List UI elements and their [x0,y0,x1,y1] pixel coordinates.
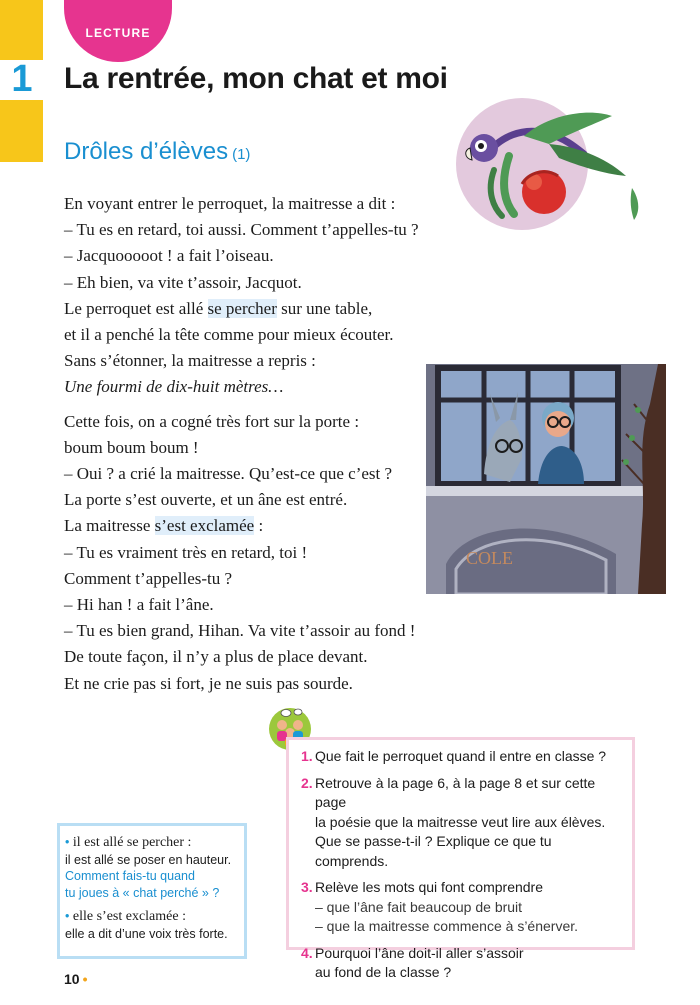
question-1 [301,747,624,767]
question-3 [301,878,624,937]
lesson-number: 1 [11,58,33,100]
story-line: – Oui ? a crié la maitresse. Qu’est-ce que c’est ? [64,464,393,484]
page-dot-icon: • [82,971,88,987]
vocab-entry-se-percher [65,834,240,901]
margin-band-bottom [0,100,43,162]
donkey-window-illustration [426,364,666,594]
question-text: Que se passe-t-il ? Explique ce que tu comprends. [315,833,552,869]
bullet-icon: • [65,835,70,849]
question-2 [301,774,624,872]
question-subitem: – que l’âne fait beaucoup de bruit [315,898,523,915]
school-sign: COLE [466,548,513,568]
page-title: La rentrée, mon chat et moi [64,62,448,95]
story-line: – Tu es en retard, toi aussi. Comment t’appelles-tu ? [64,220,419,240]
story-text-span: La maitresse [64,516,155,536]
question-text: Que fait le perroquet quand il entre en classe ? [315,748,607,764]
story-line: – Hi han ! a fait l’âne. [64,595,214,615]
question-4 [301,944,624,983]
story-line [64,513,484,539]
story-text-span: : [254,516,264,536]
margin-band-top [0,0,43,60]
section-title [64,138,250,166]
story-line: – Eh bien, va vite t’assoir, Jacquot. [64,272,302,292]
vocabulary-box [57,823,247,959]
parrot-illustration [454,96,644,236]
story-text-span: Le perroquet est allé [64,298,208,318]
story-line: et il a penché la tête comme pour mieux écouter. [64,325,394,345]
story-line: Cette fois, on a cogné très fort sur la porte : [64,411,360,431]
question-text: Relève les mots qui font comprendre [315,879,543,895]
question-text: Pourquoi l’âne doit-il aller s’assoir [315,944,524,961]
question-text: Retrouve à la page 6, à la page 8 et sur cette page [315,774,596,810]
story-line: – Jacquooooot ! a fait l’oiseau. [64,246,274,266]
story-line: En voyant entrer le perroquet, la maitresse a dit : [64,194,396,213]
story-line: Sans s’étonner, la maitresse a repris : [64,351,316,371]
question-number: 4. [301,944,313,961]
page-number-value: 10 [64,971,80,987]
story-text [64,191,484,697]
section-part: (1) [232,146,251,163]
question-number: 3. [301,879,313,895]
vocab-term: elle s’est exclamée : [72,909,186,924]
question-text: au fond de la classe ? [315,964,452,980]
questions-box [286,737,635,980]
vocab-definition: il est allé se poser en hauteur. [65,852,232,867]
poem-quote-line: Une fourmi de dix-huit mètres… [64,377,284,397]
story-line [64,296,484,322]
vocab-term-line [65,834,240,852]
vocab-question: Comment fais-tu quand [65,869,195,883]
section-title-text: Drôles d’élèves [64,138,229,165]
page-number [64,971,87,987]
vocab-highlight-se-percher: se percher [207,298,277,318]
vocab-term: il est allé se percher : [72,835,192,850]
vocab-highlight-sest-exclamee: s’est exclamée [154,516,255,536]
story-line: La porte s’est ouverte, et un âne est entré. [64,490,348,510]
question-subitem: – que la maitresse commence à s’énerver. [315,918,579,934]
vocab-term-line [65,908,240,926]
story-line: Comment t’appelles-tu ? [64,568,233,588]
question-text: la poésie que la maitresse veut lire aux élèves. [315,813,606,830]
lecture-tab: LECTURE [64,0,172,62]
vocab-entry-sest-exclamee [65,908,240,942]
paragraph-gap [64,401,484,409]
vocab-question: tu joues à « chat perché » ? [65,885,220,900]
vocab-definition: elle a dit d’une voix très forte. [65,926,228,941]
story-line: boum boum boum ! [64,437,199,457]
question-number: 2. [301,774,313,791]
question-number: 1. [301,748,313,764]
story-line: Et ne crie pas si fort, je ne suis pas sourde. [64,673,353,693]
story-line: – Tu es vraiment très en retard, toi ! [64,542,308,562]
bullet-icon: • [65,909,70,923]
story-line: De toute façon, il n’y a plus de place devant. [64,647,368,667]
story-text-span: sur une table, [276,298,373,318]
story-line: – Tu es bien grand, Hihan. Va vite t’assoir au fond ! [64,621,416,641]
